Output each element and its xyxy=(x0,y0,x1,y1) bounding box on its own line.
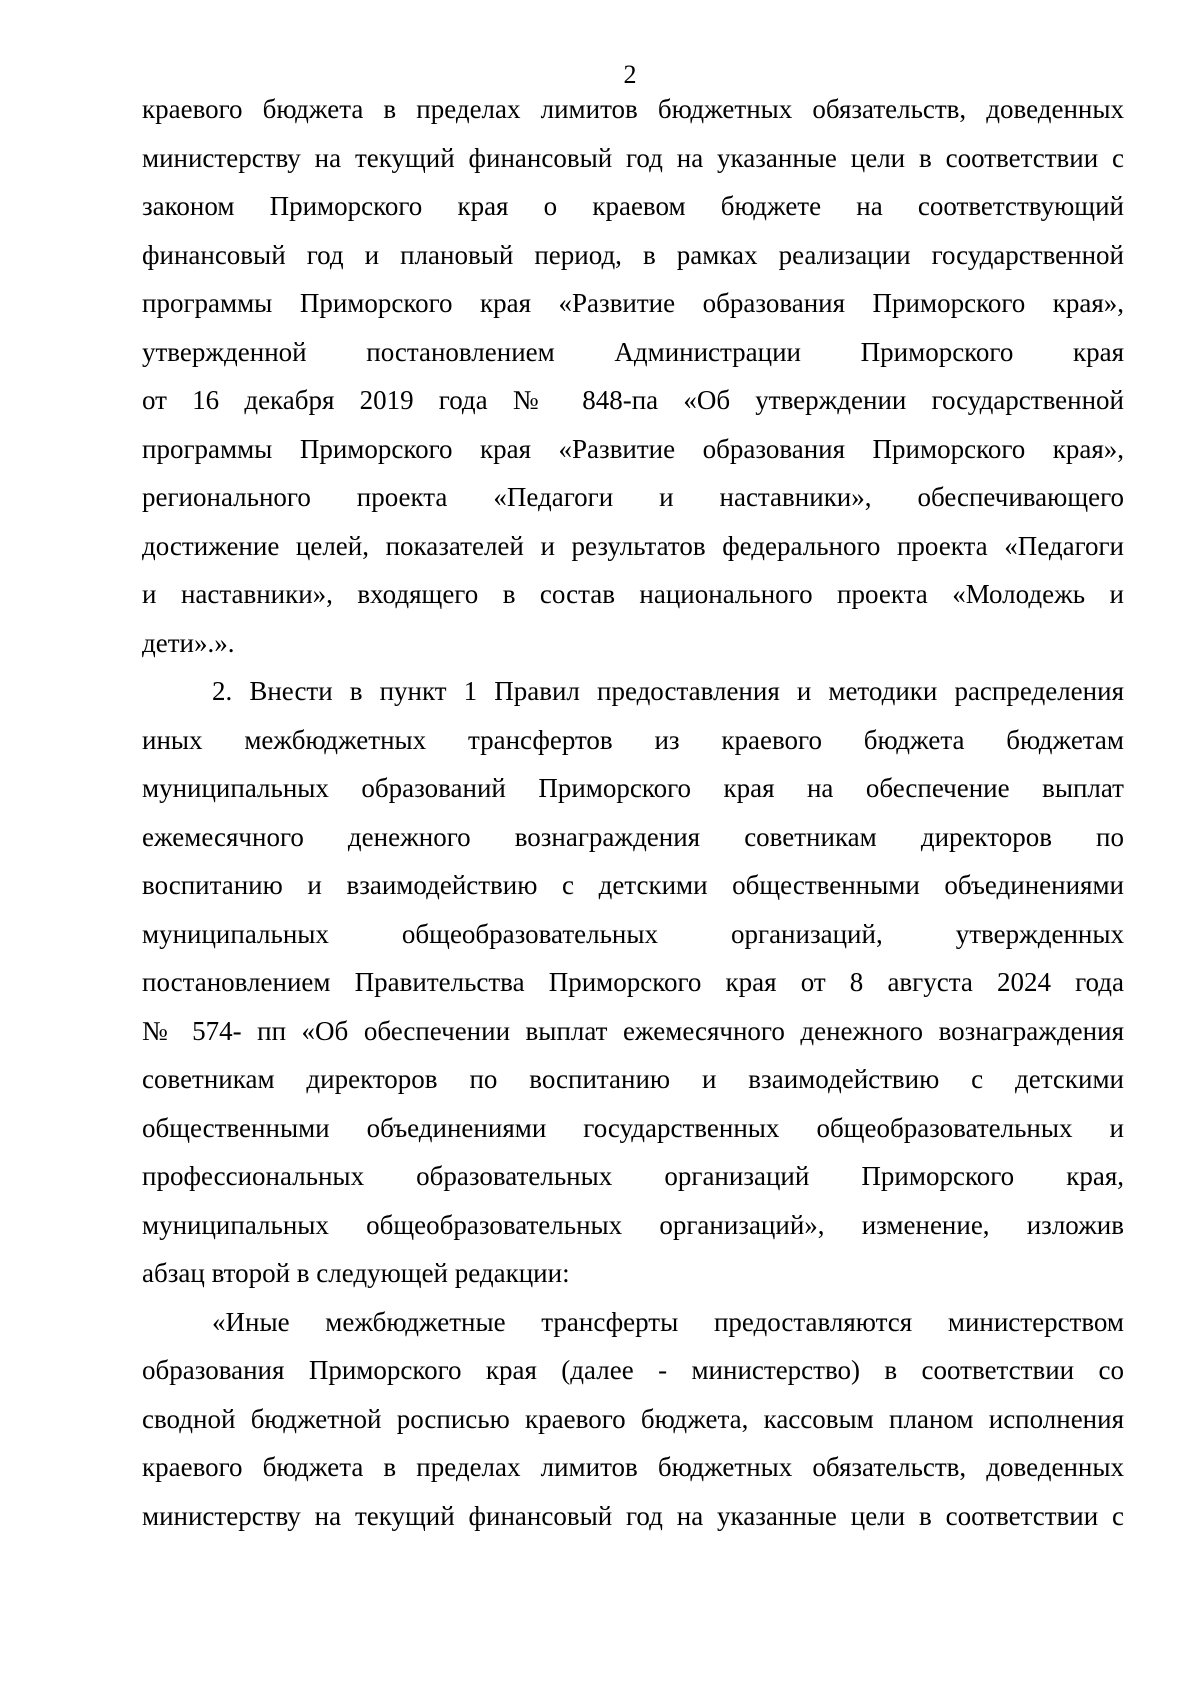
text-line: от 16 декабря 2019 года № 848-па «Об утверждении государственной xyxy=(142,385,1124,415)
text-line: утвержденной постановлением Администрации Приморского края xyxy=(142,336,1124,367)
text-line: образования Приморского края (далее - министерство) в соответствии со xyxy=(142,1355,1124,1385)
text-line: № 574- пп «Об обеспечении выплат ежемесячного денежного вознаграждения xyxy=(142,1015,1124,1046)
text-line: ежемесячного денежного вознаграждения советникам директоров по xyxy=(142,821,1124,852)
text-line: краевого бюджета в пределах лимитов бюджетных обязательств, доведенных xyxy=(142,1452,1124,1482)
text-line: иных межбюджетных трансфертов из краевого бюджета бюджетам xyxy=(142,724,1124,755)
text-line: программы Приморского края «Развитие образования Приморского края», xyxy=(142,433,1124,464)
text-line: муниципальных образований Приморского края на обеспечение выплат xyxy=(142,773,1124,803)
text-line: общественными объединениями государственных общеобразовательных и xyxy=(142,1112,1124,1143)
text-line: программы Приморского края «Развитие образования Приморского края», xyxy=(142,288,1124,318)
page-number: 2 xyxy=(623,60,637,89)
text-line: муниципальных общеобразовательных организаций, утвержденных xyxy=(142,918,1124,949)
text-line: дети».». xyxy=(142,627,235,658)
text-line: финансовый год и плановый период, в рамках реализации государственной xyxy=(142,239,1124,270)
text-line: и наставники», входящего в состав национального проекта «Молодежь и xyxy=(142,579,1124,609)
text-line: муниципальных общеобразовательных организаций», изменение, изложив xyxy=(142,1209,1124,1240)
text-line: 2. Внести в пункт 1 Правил предоставления и методики распределения xyxy=(212,676,1124,706)
paragraph-item-2 xyxy=(142,667,1124,1298)
text-line: воспитанию и взаимодействию с детскими общественными объединениями xyxy=(142,870,1124,900)
text-line: регионального проекта «Педагоги и наставники», обеспечивающего xyxy=(142,482,1124,512)
text-line: министерству на текущий финансовый год на указанные цели в соответствии с xyxy=(142,1500,1124,1531)
text-line: достижение целей, показателей и результатов федерального проекта «Педагоги xyxy=(142,530,1124,561)
text-line: сводной бюджетной росписью краевого бюджета, кассовым планом исполнения xyxy=(142,1403,1124,1434)
text-line: министерству на текущий финансовый год на указанные цели в соответствии с xyxy=(142,142,1124,173)
document-body xyxy=(142,85,1124,1540)
text-line: краевого бюджета в пределах лимитов бюджетных обязательств, доведенных xyxy=(142,94,1124,124)
text-line: «Иные межбюджетные трансферты предоставляются министерством xyxy=(212,1306,1124,1337)
paragraph-continuation xyxy=(142,85,1124,667)
text-line: законом Приморского края о краевом бюджете на соответствующий xyxy=(142,191,1124,221)
paragraph-quoted-text xyxy=(142,1298,1124,1541)
text-line: советникам директоров по воспитанию и взаимодействию с детскими xyxy=(142,1064,1124,1094)
text-line: постановлением Правительства Приморского края от 8 августа 2024 года xyxy=(142,967,1124,997)
text-line: профессиональных образовательных организаций Приморского края, xyxy=(142,1161,1124,1191)
text-line: абзац второй в следующей редакции: xyxy=(142,1258,570,1288)
